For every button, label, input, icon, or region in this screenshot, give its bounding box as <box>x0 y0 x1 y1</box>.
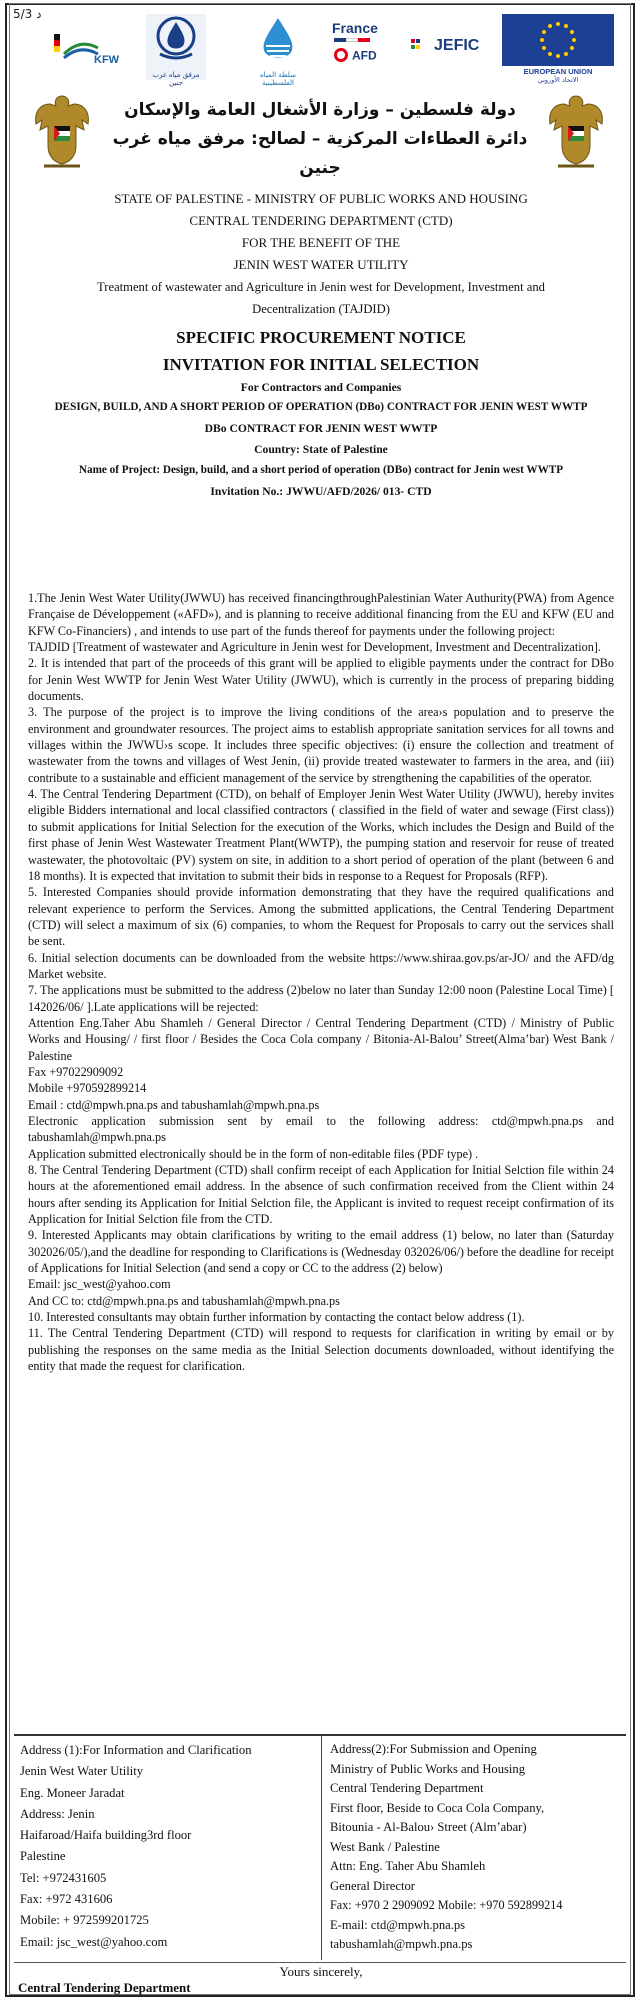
address-line: Tel: +972431605 <box>20 1870 107 1885</box>
jwwu-logo <box>146 14 206 87</box>
header-line4: JENIN WEST WATER UTILITY <box>233 257 409 272</box>
afd-text: AFD <box>352 48 377 63</box>
paragraph: Email : ctd@mpwh.pna.ps and tabushamlah@mpwh.pna.ps <box>28 1097 320 1112</box>
notice-subtitle: INVITATION FOR INITIAL SELECTION <box>162 355 480 374</box>
jefic-logo <box>410 36 480 60</box>
header-line5: Treatment of wastewater and Agriculture in Jenin west for Development, Investment and <box>97 280 545 294</box>
address-line: tabushamlah@mpwh.pna.ps <box>330 1937 473 1951</box>
paragraph: Fax +97022909092 <box>28 1064 124 1079</box>
header-block <box>22 188 620 502</box>
address-1-block <box>20 1740 320 1953</box>
paragraph: 10. Interested consultants may obtain further information by contacting the contact below address (1). <box>28 1310 525 1325</box>
kfw-text: KFW <box>94 54 120 66</box>
paragraph: 9. Interested Applicants may obtain clarifications by writing to the email address (1) below, no later than (Saturday 302026/05/),and the deadline for responding to Clarifications is (Wednesday 032026/06/) before the deadline for receipt of Applications for Initial Selection (and send a copy or CC to the address (2) below) <box>28 1228 614 1276</box>
paragraph: TAJDID [Treatment of wastewater and Agriculture in Jenin west for Development, Investment and Decentralization]. <box>28 640 601 655</box>
address-line: West Bank / Palestine <box>330 1839 440 1854</box>
paragraph: 2. It is intended that part of the proceeds of this grant will be applied to eligible payments under the contract for DBo for Jenin West WWTP for Jenin West Water Utility (JWWU), which is currently in the process of preparing bidding documents. <box>28 656 614 704</box>
palestine-emblem-left <box>30 90 94 174</box>
contract-short-line: DBo CONTRACT FOR JENIN WEST WWTP <box>204 422 438 435</box>
eu-text: EUROPEAN UNION <box>523 67 593 76</box>
address-line: Mobile: + 972599201725 <box>20 1913 149 1928</box>
address-line: Attn: Eng. Taher Abu Shamleh <box>330 1859 486 1873</box>
eu-logo <box>502 14 614 82</box>
paragraph: 11. The Central Tendering Department (CTD) will respond to requests for clarification in writing by email or by publishing the responses on the same media as the Initial Selection documents downloaded, without identifying the entity that made the request for clarification. <box>28 1326 614 1374</box>
paragraph: Attention Eng.Taher Abu Shamleh / General Director / Central Tendering Department (CTD) / Ministry of Public Works and Housing/ / first floor / Besides the Coca Cola company / Bitonia-Al-Balou’ Street(Alma’bar) West Bank / Palestine <box>28 1015 614 1063</box>
french-flag-stripe <box>346 38 358 42</box>
france-afd-logo <box>332 20 386 70</box>
address-line: First floor, Beside to Coca Cola Company, <box>330 1800 545 1815</box>
french-flag-stripe <box>334 38 346 42</box>
address-line: Address(2):For Submission and Opening <box>330 1742 537 1756</box>
address-line: Eng. Moneer Jaradat <box>20 1785 125 1800</box>
paragraph: 1.The Jenin West Water Utility(JWWU) has received financingthroughPalestinian Water Authurity(PWA) from Agence Française de Développement («AFD»), and is planning to receive additional financing from the EU and KFW (EU and KFW Co-Financiers) , and intends to use part of the funds thereof for payments under the following project: <box>28 591 614 638</box>
address-line: Address (1):For Information and Clarification <box>20 1743 252 1757</box>
french-flag-stripe <box>358 38 370 42</box>
country-line: Country: State of Palestine <box>254 443 388 456</box>
address-line: Fax: +970 2 2909092 Mobile: +970 592899214 <box>330 1898 563 1912</box>
pwa-logo <box>246 14 310 87</box>
paragraph: 6. Initial selection documents can be downloaded from the website https://www.shiraa.gov.ps/ar-JO/ and the AFD/dg Market website. <box>28 950 614 981</box>
afd-mark <box>334 46 377 64</box>
address-line: Email: jsc_west@yahoo.com <box>20 1934 168 1949</box>
address-line: Ministry of Public Works and Housing <box>330 1761 526 1776</box>
address-line: Fax: +972 431606 <box>20 1892 113 1907</box>
eagle-emblem-icon <box>544 90 608 174</box>
jwwu-text: مرفق مياه غرب جنين <box>152 71 200 87</box>
header-line3: FOR THE BENEFIT OF THE <box>241 235 401 250</box>
arabic-header <box>100 96 540 183</box>
water-drop-icon <box>246 14 310 66</box>
header-line2: CENTRAL TENDERING DEPARTMENT (CTD) <box>189 213 453 228</box>
eagle-emblem-icon <box>30 90 94 174</box>
eu-arabic-text: الاتحاد الأوروبي <box>537 76 579 84</box>
paragraph: Application submitted electronically should be in the form of non-editable files (PDF type) . <box>28 1146 479 1161</box>
closing-line: Yours sincerely, <box>279 1964 363 1979</box>
column-divider <box>321 1736 322 1960</box>
paragraph: 3. The purpose of the project is to improve the living conditions of the area›s population and to preserve the environment and groundwater resources. The project aims to establish appropriate sanitation services for all towns and villages within the JWWU›s scope. It includes three specific objectives: (i) ensure the collection and treatment of wastewater from the towns and villages of West Jenin, (ii) provide treated wastewater to farmers in the area, and (iii) contribute to a sustainable and efficient management of the service by strengthening the capabilities of the operator. <box>28 705 614 785</box>
eu-stars-icon <box>502 14 614 66</box>
audience-line: For Contractors and Companies <box>240 381 402 394</box>
palestine-emblem-right <box>544 90 608 174</box>
paragraph: 8. The Central Tendering Department (CTD) shall confirm receipt of each Application for Initial Selction file within 24 hours at the aforementioned email address. In the absence of such confirmation received from the Client within 24 hours after sending its Application for Initial Selction file, the Applicant is invited to request receipt confirmation of its Application for Initial Selction file from the CTD. <box>28 1163 614 1227</box>
invitation-number: Invitation No.: JWWU/AFD/2026/ 013- CTD <box>210 485 432 498</box>
address-line: Address: Jenin <box>20 1806 95 1821</box>
address-line: Palestine <box>20 1849 66 1864</box>
jefic-mark-icon <box>410 36 430 56</box>
paragraph: 4. The Central Tendering Department (CTD), on behalf of Employer Jenin West Water Utility (JWWU), hereby invites eligible Bidders international and local classified contractors ( classified in the field of water and sewage (First class)) to submit applications for Initial Selection for the execution of the Works, which includes the Design and Build of the first phase of Jenin West Wastewater Treatment Plant(WWTP), the pumping station and reservoir for reuse of treated wastewater, the photovoltaic (PV) system on site, in addition to a short period of operation of the plant (between 6 and 18 months). It is expected that invitation to submit their bids in response to a Request for Proposals (RFP). <box>28 787 614 883</box>
jefic-text: JEFIC <box>434 37 480 54</box>
utility-emblem-icon <box>146 14 206 66</box>
pwa-text: سلطة المياه الفلسطينية <box>260 71 296 87</box>
afd-circle-icon <box>334 48 348 62</box>
address-line: Central Tendering Department <box>330 1781 484 1795</box>
address-line: Jenin West Water Utility <box>20 1764 144 1779</box>
address-2-block <box>330 1740 625 1955</box>
header-line1: STATE OF PALESTINE - MINISTRY OF PUBLIC WORKS AND HOUSING <box>114 191 528 206</box>
paragraph: Mobile +970592899214 <box>28 1081 147 1096</box>
arabic-header-line1: دولة فلسطين – وزارة الأشغال العامة والإسكان <box>124 100 516 120</box>
address-line: E-mail: ctd@mpwh.pna.ps <box>330 1917 466 1932</box>
address-line: Haifaroad/Haifa building3rd floor <box>20 1828 192 1843</box>
section-divider <box>14 1734 626 1736</box>
page-number: 5/3 د <box>13 7 42 21</box>
france-text: France <box>332 20 378 36</box>
signature-line: Central Tendering Department <box>18 1980 191 1995</box>
arabic-header-line2: دائرة العطاءات المركزية – لصالح: مرفق مياه غرب جنين <box>112 129 528 178</box>
paragraph: Electronic application submission sent by email to the following address: ctd@mpwh.pna.ps and tabushamlah@mpwh.pna.ps <box>28 1114 614 1145</box>
paragraph: Email: jsc_west@yahoo.com <box>28 1277 171 1292</box>
notice-title: SPECIFIC PROCUREMENT NOTICE <box>176 328 466 347</box>
project-name-line: Name of Project: Design, build, and a short period of operation (DBo) contract for Jenin west WWTP <box>78 464 564 476</box>
section-divider <box>14 1962 626 1963</box>
address-line: Bitounia - Al-Balou› Street (Alm’abar) <box>330 1820 527 1834</box>
eu-flag-icon <box>502 14 614 66</box>
paragraph: 5. Interested Companies should provide information demonstrating that they have the required qualifications and relevant experience to perform the Services. Among the submitted applications, the Central Tendering Department (CTD) will select a maximum of six (6) companies, to whom the Request for Proposals to carry out the services shall be sent. <box>28 885 614 949</box>
notice-body <box>28 590 614 1375</box>
germany-kfw-logo <box>50 28 120 72</box>
paragraph: 7. The applications must be submitted to the address (2)below no later than Sunday 12:00 noon (Palestine Local Time) [ 142026/06/ ].Late applications will be rejected: <box>28 983 614 1014</box>
paragraph: And CC to: ctd@mpwh.pna.ps and tabushamlah@mpwh.pna.ps <box>28 1293 340 1308</box>
contract-line: DESIGN, BUILD, AND A SHORT PERIOD OF OPERATION (DBo) CONTRACT FOR JENIN WEST WWTP <box>54 401 588 413</box>
header-line6: Decentralization (TAJDID) <box>252 302 390 316</box>
logo-row <box>50 14 620 87</box>
address-line: General Director <box>330 1878 415 1893</box>
